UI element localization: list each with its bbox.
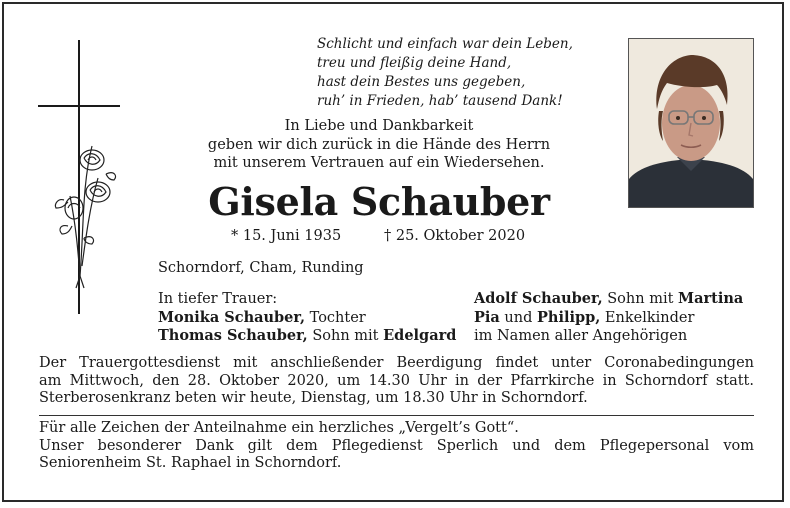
mourner-relation: Enkelkinder [600, 309, 695, 326]
thanks-line: Seniorenheim St. Raphael in Schorndorf. [39, 455, 342, 471]
mourners-left [158, 290, 456, 346]
mourner-name: Thomas Schauber, [158, 327, 308, 344]
mourner-row [474, 290, 743, 309]
poem [317, 35, 617, 111]
thanks-line: Unser besonderer Dank gilt dem Pflegedienst Sperlich und dem Pflegepersonal vom [39, 437, 754, 454]
intro-line: In Liebe und Dankbarkeit [284, 118, 474, 134]
service-line: Sterberosenkranz beten wir heute, Dienstag, um 18.30 Uhr in Schorndorf. [39, 390, 588, 406]
poem-line: hast dein Bestes uns gegeben, [317, 74, 526, 90]
mourner-row [158, 309, 456, 328]
mourner-name: Pia [474, 308, 500, 326]
deceased-name: Gisela Schauber [208, 179, 550, 224]
mourners-right [474, 290, 743, 346]
mourner-row [474, 309, 743, 328]
poem-line: treu und fleißig deine Hand, [317, 55, 512, 71]
thanks-line: Für alle Zeichen der Anteilnahme ein herzliches „Vergelt’s Gott“. [39, 420, 519, 436]
obituary-notice [2, 2, 784, 502]
death-date: † 25. Oktober 2020 [384, 228, 526, 244]
mourner-name: Monika Schauber, [158, 308, 306, 326]
mourner-relation: Sohn mit [602, 291, 679, 307]
intro-line: mit unserem Vertrauen auf ein Wiedersehen. [213, 155, 545, 171]
mourner-relation: Tochter [305, 309, 366, 326]
mourner-partner: Martina [678, 290, 744, 307]
mourner-partner: Edelgard [383, 327, 457, 344]
intro-line: geben wir dich zurück in die Hände des Herrn [207, 136, 551, 153]
cross-icon [24, 26, 129, 316]
poem-line: Schlicht und einfach war dein Leben, [317, 36, 573, 52]
portrait-photo [628, 38, 754, 208]
service-info [39, 355, 754, 408]
portrait-image [629, 39, 753, 207]
places: Schorndorf, Cham, Runding [158, 260, 364, 276]
mourner-row [158, 327, 456, 346]
mourners-heading: In tiefer Trauer: [158, 291, 278, 307]
thanks-text [39, 420, 754, 473]
mourner-row: im Namen aller Angehörigen [474, 328, 688, 344]
birth-date: * 15. Juni 1935 [231, 228, 342, 244]
mourner-relation: Sohn mit [307, 328, 384, 344]
divider [39, 415, 754, 416]
intro-text [164, 117, 594, 173]
mourner-connector: und [499, 309, 537, 326]
poem-line: ruh’ in Frieden, hab’ tausend Dank! [317, 93, 563, 109]
mourner-name: Philipp, [537, 308, 601, 326]
service-line: Der Trauergottesdienst mit anschließender Beerdigung findet unter Coronabedingungen [39, 355, 754, 371]
service-line: am Mittwoch, den 28. Oktober 2020, um 14.30 Uhr in der Pfarrkirche in Schorndorf statt. [39, 372, 754, 389]
mourner-name: Adolf Schauber, [474, 290, 603, 307]
roses-icon [55, 146, 115, 288]
